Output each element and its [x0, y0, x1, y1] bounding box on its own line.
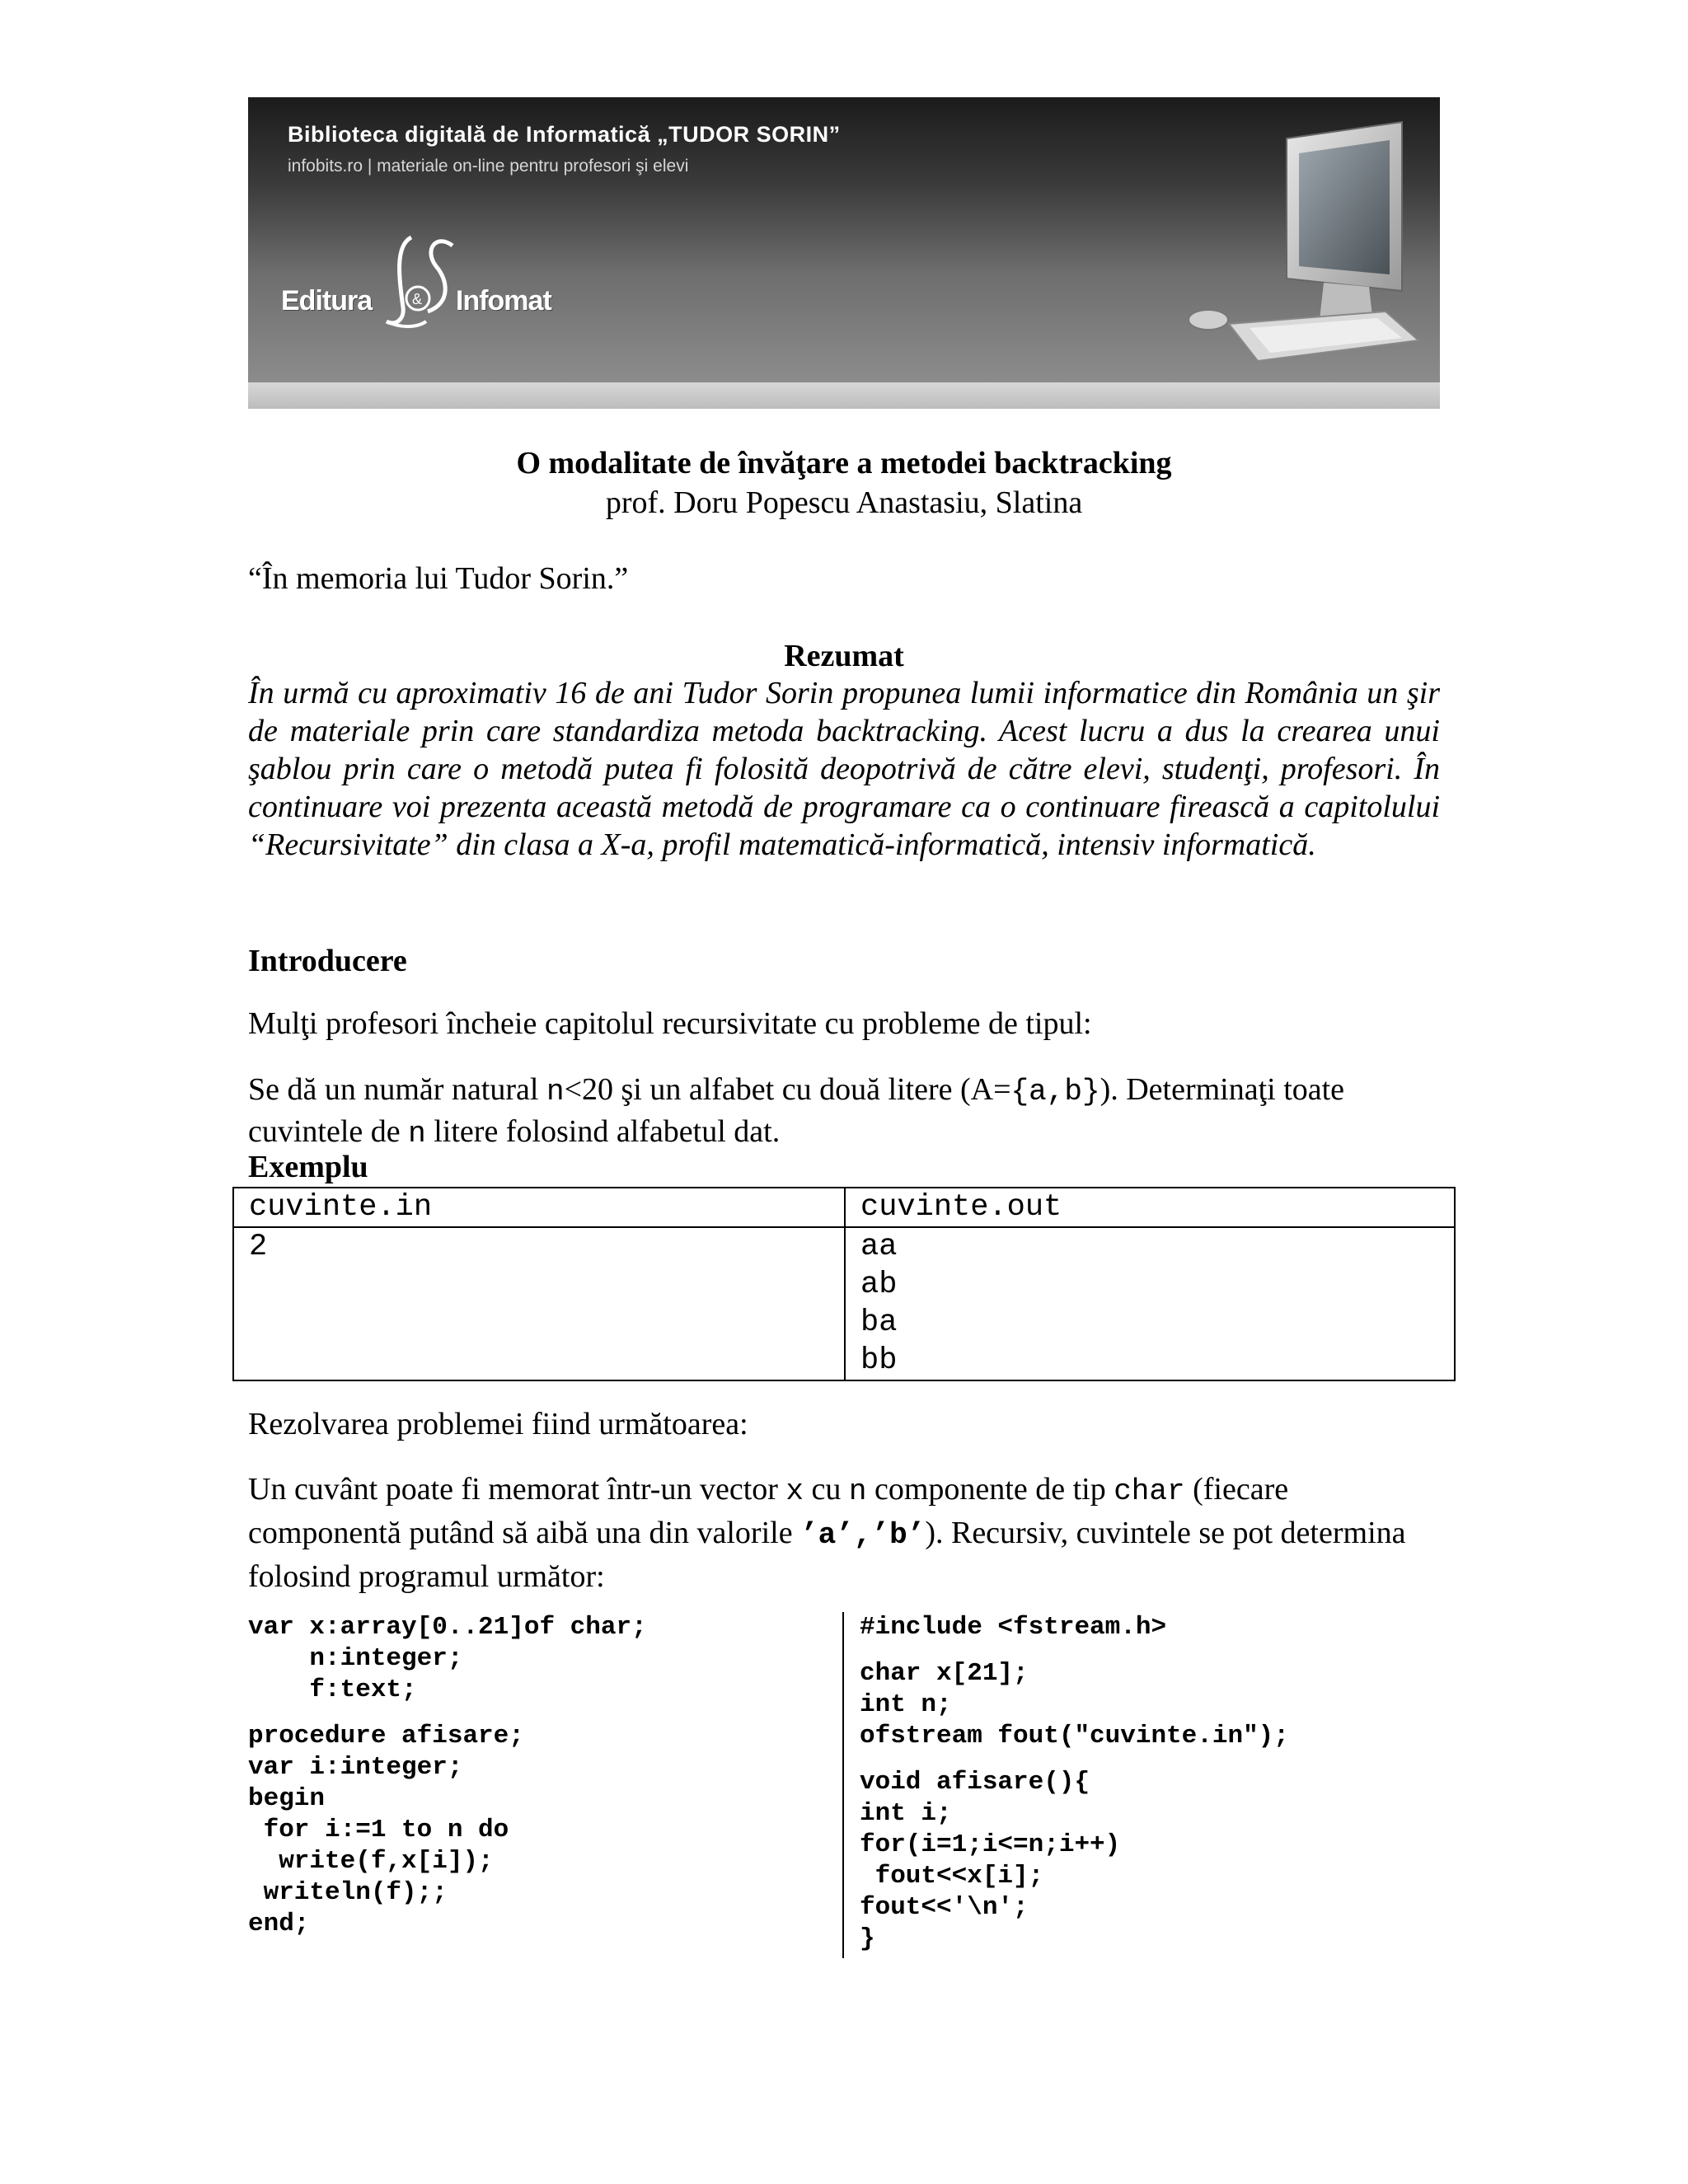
code-line: write(f,x[i]);	[248, 1847, 494, 1876]
article-title: O modalitate de învăţare a metodei backtracking	[516, 446, 1172, 480]
library-subtitle: infobits.ro | materiale on-line pentru profesori şi elevi	[288, 157, 689, 176]
intro-paragraph-1: Mulţi profesori încheie capitolul recursivitate cu probleme de tipul:	[248, 1006, 1092, 1041]
output-line: ba	[860, 1305, 898, 1340]
code-line: fout<<x[i];	[860, 1862, 1044, 1891]
code-line: ofstream fout("cuvinte.in");	[860, 1722, 1289, 1750]
code-line: void afisare(){	[860, 1768, 1090, 1797]
table-header-input: cuvinte.in	[233, 1188, 845, 1227]
output-line: aa	[860, 1230, 898, 1264]
code-line: writeln(f);;	[248, 1878, 448, 1907]
publisher-left-word: Editura	[281, 285, 373, 316]
input-line: 2	[249, 1230, 268, 1264]
dedication: “În memoria lui Tudor Sorin.”	[248, 561, 629, 596]
header-banner	[248, 97, 1440, 382]
code-line: end;	[248, 1910, 310, 1938]
cpp-code	[860, 1612, 1437, 1955]
code-line: for(i=1;i<=n;i++)	[860, 1830, 1121, 1859]
output-line: bb	[860, 1343, 898, 1378]
code-line: fout<<'\n';	[860, 1893, 1029, 1922]
problem-statement: Se dă un număr natural n<20 şi un alfabet cu două litere (A={a,b}). Determinaţi toate cuvintele de n litere folosind alfabetul dat.	[248, 1072, 1345, 1151]
table-cell-output	[845, 1227, 1455, 1380]
article-author: prof. Doru Popescu Anastasiu, Slatina	[605, 485, 1083, 520]
abstract-heading: Rezumat	[784, 639, 904, 673]
svg-text:&: &	[412, 291, 423, 307]
solution-paragraph: Un cuvânt poate fi memorat într-un vector x cu n componente de tip char (fiecare componentă putând să aibă una din valorile ’a’,’b’). Recursiv, cuvintele se pot determina folosind programul următor:	[248, 1472, 1406, 1594]
solution-intro: Rezolvarea problemei fiind următoarea:	[248, 1407, 748, 1441]
publisher-right-word: Infomat	[456, 285, 551, 316]
code-line: var i:integer;	[248, 1753, 463, 1782]
example-table	[232, 1187, 1456, 1381]
computer-illustration-icon	[1179, 114, 1427, 377]
code-line: f:text;	[248, 1675, 417, 1704]
code-line: }	[860, 1924, 875, 1953]
table-header-output: cuvinte.out	[845, 1188, 1455, 1227]
abstract-text: În urmă cu aproximativ 16 de ani Tudor Sorin propunea lumii informatice din România un şir de materiale prin care standardiza metoda backtracking. Acest lucru a dus la crearea unui şablou prin care o metodă putea fi folosită deopotrivă de către elevi, studenţi, profesori. În continuare voi prezenta această metodă de programare ca o continuare firească a capitolului “Recursivitate” din clasa a X-a, profil matematică-informatică, intensiv informatică.	[248, 676, 1440, 862]
ls-monogram-icon	[378, 229, 461, 336]
code-column-divider	[842, 1612, 844, 1958]
code-line: procedure afisare;	[248, 1722, 524, 1750]
example-heading: Exemplu	[248, 1150, 368, 1184]
code-line: char x[21];	[860, 1659, 1029, 1688]
intro-heading: Introducere	[248, 944, 407, 978]
code-line: int i;	[860, 1799, 952, 1828]
publisher-logo	[281, 229, 578, 336]
table-cell-input	[233, 1227, 845, 1380]
code-line: int n;	[860, 1690, 952, 1719]
code-line: for i:=1 to n do	[248, 1816, 509, 1844]
code-line: var x:array[0..21]of char;	[248, 1613, 647, 1642]
code-line: begin	[248, 1784, 326, 1813]
output-line: ab	[860, 1268, 898, 1302]
code-line: n:integer;	[248, 1644, 463, 1673]
library-title: Biblioteca digitală de Informatică „TUDOR SORIN”	[288, 122, 841, 147]
pascal-code	[248, 1612, 825, 1940]
code-line: #include <fstream.h>	[860, 1613, 1167, 1642]
banner-divider	[248, 382, 1440, 409]
